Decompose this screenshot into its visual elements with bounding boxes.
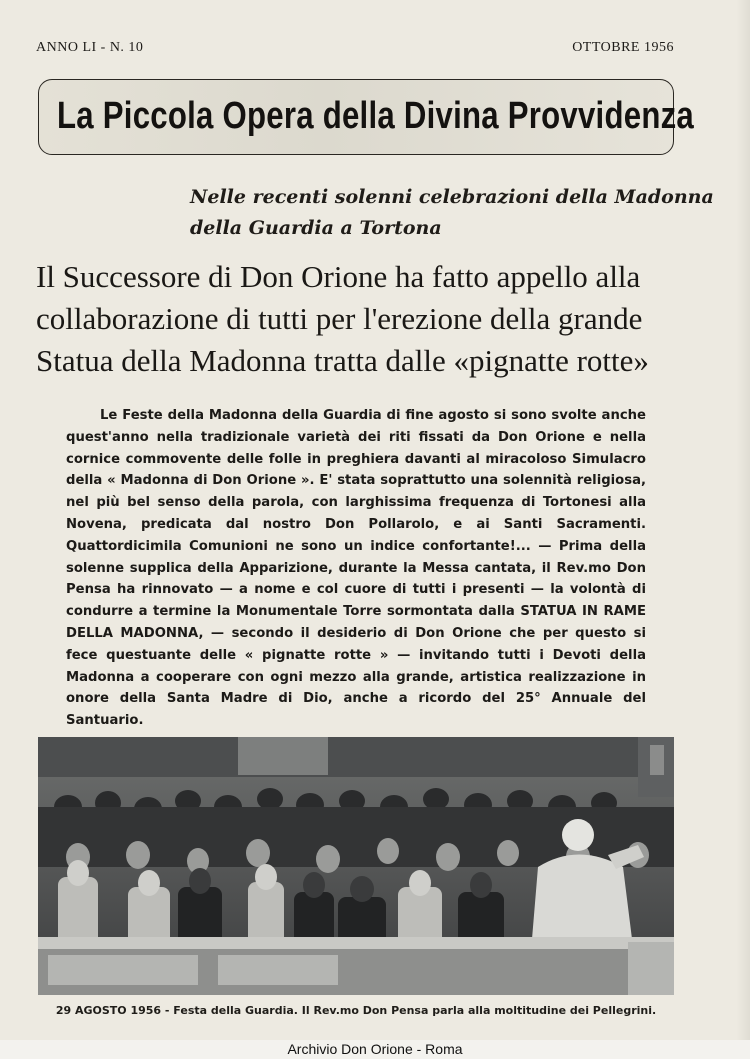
article-body <box>66 405 646 732</box>
article-paragraph: Le Feste della Madonna della Guardia di fine agosto si sono svolte anche quest'anno nella tradizionale varietà dei riti fissati da Don Orione e nella cornice commovente delle folle in preghiera davanti al miracoloso Simulacro della « Madonna di Don Orione ». E' stata soprattutto una solennità religiosa, nel più bel senso della parola, con larghissima frequenza di Tortonesi alla Novena, predicata dal nostro Don Pollarolo, e ai Santi Sacramenti. Quattordicimila Comunioni ne sono un indice confortante!... — Prima della solenne supplica della Apparizione, durante la Messa cantata, il Rev.mo Don Pensa ha rinnovato — a nome e col cuore di tutti i presenti — la volontà di condurre a termine la Monumentale Torre sormontata dalla STATUA IN RAME DELLA MADONNA, — secondo il desiderio di Don Orione che per questo si fece questuante delle « pignatte rotte » — invitando tutti i Devoti della Madonna a cooperare con ogni mezzo alla grande, artistica realizzazione in onore della Santa Madre di Dio, anche a ricordo del 25° Annuale del Santuario. <box>66 408 646 729</box>
archive-footer: Archivio Don Orione - Roma <box>0 1040 750 1059</box>
photo-caption: 29 AGOSTO 1956 - Festa della Guardia. Il Rev.mo Don Pensa parla alla moltitudine dei Pellegrini. <box>55 1004 657 1017</box>
title-banner <box>38 79 694 155</box>
crowd-photo-illustration <box>38 737 674 995</box>
subtitle-line-2: della Guardia a Tortona <box>190 217 442 239</box>
issue-number: ANNO LI - N. 10 <box>36 40 144 55</box>
article-subtitle <box>190 182 714 244</box>
subtitle-line-1: Nelle recenti solenni celebrazioni della Madonna <box>190 186 714 208</box>
issue-date: OTTOBRE 1956 <box>572 40 674 55</box>
headline-line-2: collaborazione di tutti per l'erezione della grande <box>36 301 643 336</box>
crowd-photo <box>38 737 674 995</box>
page-edge-shadow <box>736 0 750 1040</box>
headline-line-1: Il Successore di Don Orione ha fatto appello alla <box>36 259 641 294</box>
headline-line-3: Statua della Madonna tratta dalle «pignatte rotte» <box>36 343 649 378</box>
article-headline <box>36 256 686 382</box>
banner-title: La Piccola Opera della Divina Provvidenza <box>57 95 694 137</box>
